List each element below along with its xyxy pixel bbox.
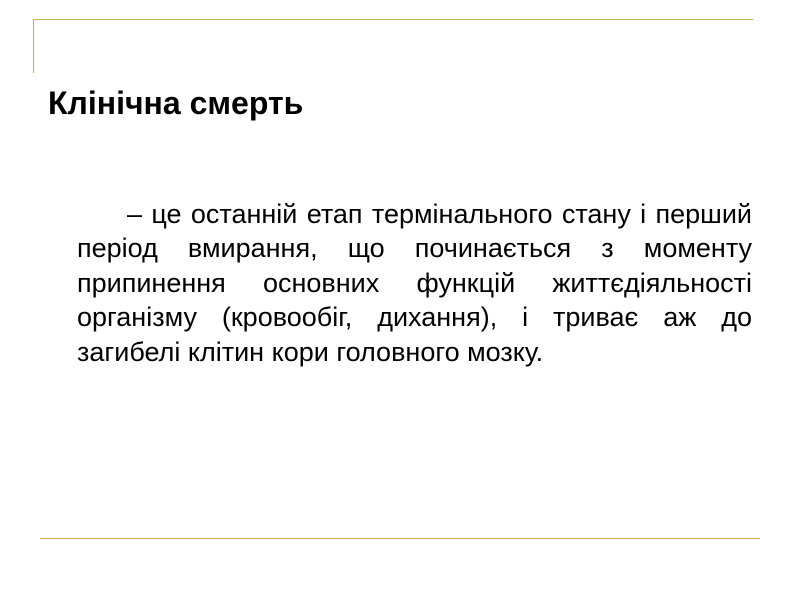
top-decorative-rule: [33, 19, 753, 20]
definition-text: – це останній етап термінального стану і перший період вмирання, що починається з моменту припинення основних функцій життєдіяльності організму (кровообіг, дихання), і триває аж до загибелі клітин кори головного мозку.: [77, 199, 752, 367]
slide-title: Клінічна смерть: [48, 85, 304, 121]
left-decorative-rule: [33, 19, 34, 73]
bottom-decorative-rule: [40, 538, 760, 539]
